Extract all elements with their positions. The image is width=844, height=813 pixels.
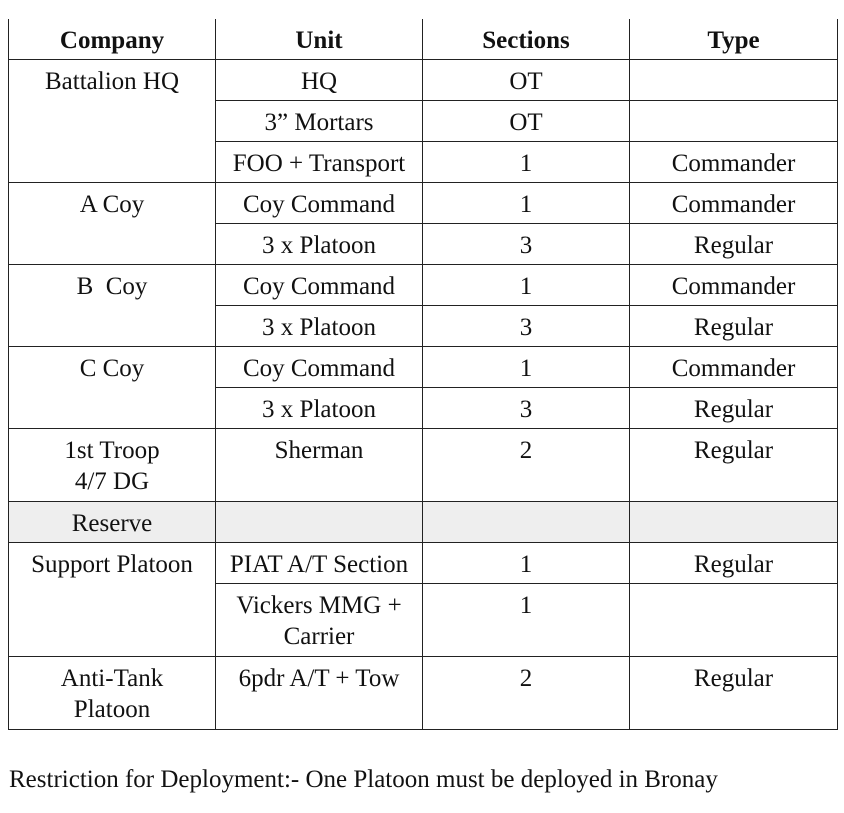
sections-cell: OT: [423, 101, 630, 142]
unit-cell: Coy Command: [216, 183, 423, 224]
unit-cell: 3” Mortars: [216, 101, 423, 142]
unit-cell: [216, 584, 423, 657]
company-line-2: 4/7 DG: [74, 468, 150, 495]
unit-cell: FOO + Transport: [216, 142, 423, 183]
reserve-row: [9, 502, 838, 543]
unit-cell: [216, 502, 423, 543]
table-row: [9, 60, 838, 101]
type-cell: Regular: [630, 429, 838, 502]
table-row: [9, 429, 838, 502]
company-cell: [9, 388, 216, 429]
type-cell: [630, 584, 838, 657]
company-cell: Reserve: [9, 502, 216, 543]
unit-cell: 6pdr A/T + Tow: [216, 657, 423, 730]
sections-cell: 1: [423, 183, 630, 224]
company-cell: Battalion HQ: [9, 60, 216, 183]
sections-cell: 3: [423, 306, 630, 347]
company-cell: Support Platoon: [9, 543, 216, 657]
unit-cell: Coy Command: [216, 347, 423, 388]
order-of-battle-table: [8, 19, 838, 730]
table-row: [9, 183, 838, 224]
sections-cell: 1: [423, 347, 630, 388]
unit-cell: HQ: [216, 60, 423, 101]
table-row: [9, 265, 838, 306]
table-row: [9, 543, 838, 584]
deployment-restriction-note: Restriction for Deployment:- One Platoon must be deployed in Bronay: [9, 766, 718, 793]
type-cell: Commander: [630, 265, 838, 306]
table-row: [9, 306, 838, 347]
type-cell: [630, 60, 838, 101]
sections-cell: 3: [423, 388, 630, 429]
company-cell: [9, 429, 216, 502]
header-unit: Unit: [216, 19, 423, 60]
sections-cell: 1: [423, 584, 630, 657]
header-company: Company: [9, 19, 216, 60]
company-cell: A Coy: [9, 183, 216, 265]
type-cell: Regular: [630, 388, 838, 429]
type-cell: Regular: [630, 306, 838, 347]
sections-cell: 2: [423, 657, 630, 730]
type-cell: [630, 101, 838, 142]
company-line-2: Platoon: [73, 696, 151, 723]
sections-cell: 1: [423, 265, 630, 306]
type-cell: Commander: [630, 347, 838, 388]
table-row: [9, 657, 838, 730]
header-type: Type: [630, 19, 838, 60]
unit-cell: PIAT A/T Section: [216, 543, 423, 584]
table-row: [9, 388, 838, 429]
type-cell: Regular: [630, 224, 838, 265]
type-cell: Regular: [630, 543, 838, 584]
unit-line-2: Carrier: [283, 623, 355, 650]
type-cell: Commander: [630, 183, 838, 224]
unit-cell: 3 x Platoon: [216, 306, 423, 347]
table-row: [9, 347, 838, 388]
sections-cell: OT: [423, 60, 630, 101]
company-cell: [9, 657, 216, 730]
sections-cell: 1: [423, 142, 630, 183]
sections-cell: 3: [423, 224, 630, 265]
company-cell: [9, 306, 216, 347]
unit-line-1: Vickers MMG +: [236, 592, 402, 619]
type-cell: Commander: [630, 142, 838, 183]
unit-cell: Sherman: [216, 429, 423, 502]
unit-cell: Coy Command: [216, 265, 423, 306]
unit-cell: 3 x Platoon: [216, 224, 423, 265]
company-line-1: Anti-Tank: [60, 665, 164, 692]
unit-cell: 3 x Platoon: [216, 388, 423, 429]
sections-cell: [423, 502, 630, 543]
company-cell: B Coy: [9, 265, 216, 306]
company-line-1: 1st Troop: [64, 437, 160, 464]
sections-cell: 1: [423, 543, 630, 584]
sections-cell: 2: [423, 429, 630, 502]
company-cell: C Coy: [9, 347, 216, 388]
type-cell: Regular: [630, 657, 838, 730]
header-sections: Sections: [423, 19, 630, 60]
type-cell: [630, 502, 838, 543]
table-header-row: [9, 19, 838, 60]
